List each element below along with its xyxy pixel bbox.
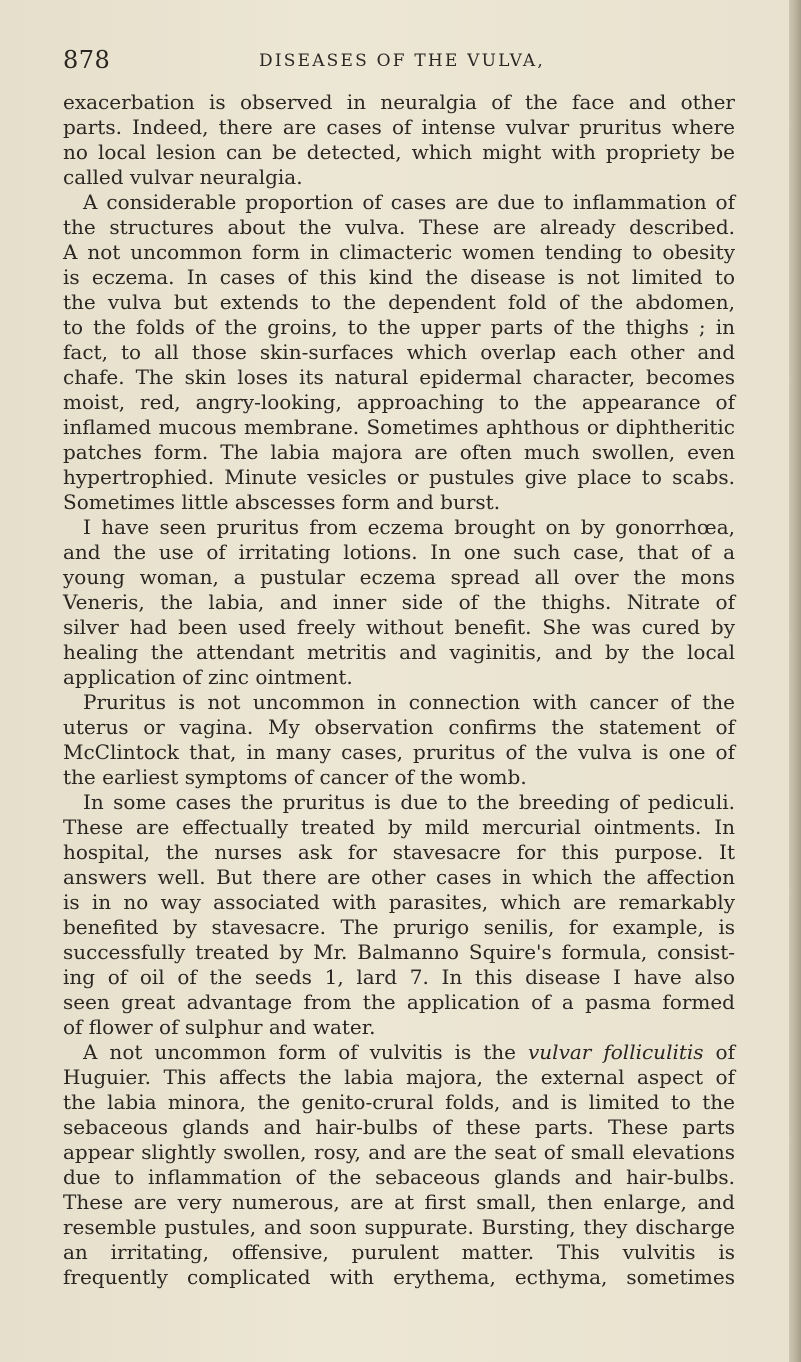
body-text [63, 90, 735, 1290]
text-line: A considerable proportion of cases are due to inflammation of [83, 190, 735, 214]
text-line: successfully treated by Mr. Balmanno Squire's formula, consist- [63, 940, 735, 964]
text-line: ing of oil of the seeds 1, lard 7. In this disease I have also [63, 965, 735, 989]
text-line: called vulvar neuralgia. [63, 165, 303, 189]
italic-term: vulvar folliculitis [528, 1040, 704, 1064]
text-line: the vulva but extends to the dependent fold of the abdomen, [63, 290, 735, 314]
text-line: hypertrophied. Minute vesicles or pustules give place to scabs. [63, 465, 735, 489]
page-edge-shadow [789, 0, 801, 1362]
text-line: uterus or vagina. My observation confirms the statement of [63, 715, 735, 739]
text-line: resemble pustules, and soon suppurate. Bursting, they discharge [63, 1215, 735, 1239]
text-line: young woman, a pustular eczema spread all over the mons [63, 565, 735, 589]
text-segment: A not uncommon form of vulvitis is the [83, 1040, 528, 1064]
text-line: inflamed mucous membrane. Sometimes aphthous or diphtheritic [63, 415, 735, 439]
text-segment: of [703, 1040, 735, 1064]
text-line: and the use of irritating lotions. In one such case, that of a [63, 540, 735, 564]
text-line: frequently complicated with erythema, ecthyma, sometimes [63, 1265, 735, 1289]
text-line: These are very numerous, are at first small, then enlarge, and [63, 1190, 735, 1214]
text-line: sebaceous glands and hair-bulbs of these parts. These parts [63, 1115, 735, 1139]
text-line: healing the attendant metritis and vaginitis, and by the local [63, 640, 735, 664]
text-line: These are effectually treated by mild mercurial ointments. In [63, 815, 735, 839]
text-line: of flower of sulphur and water. [63, 1015, 376, 1039]
text-line: chafe. The skin loses its natural epidermal character, becomes [63, 365, 735, 389]
text-line: appear slightly swollen, rosy, and are the seat of small elevations [63, 1140, 735, 1164]
text-line: no local lesion can be detected, which might with propriety be [63, 140, 735, 164]
text-line: McClintock that, in many cases, pruritus of the vulva is one of [63, 740, 735, 764]
text-line [63, 1040, 735, 1065]
text-line: In some cases the pruritus is due to the breeding of pediculi. [83, 790, 735, 814]
text-line: exacerbation is observed in neuralgia of the face and other [63, 90, 735, 114]
text-line: hospital, the nurses ask for stavesacre for this purpose. It [63, 840, 735, 864]
text-line: Pruritus is not uncommon in connection with cancer of the [83, 690, 735, 714]
text-line: Sometimes little abscesses form and burst. [63, 490, 501, 514]
text-line: silver had been used freely without benefit. She was cured by [63, 615, 735, 639]
text-line: moist, red, angry-looking, approaching to the appearance of [63, 390, 735, 414]
text-line: an irritating, offensive, purulent matter. This vulvitis is [63, 1240, 735, 1264]
text-line: is in no way associated with parasites, which are remarkably [63, 890, 735, 914]
page-header [63, 46, 723, 80]
text-line: the labia minora, the genito-crural folds, and is limited to the [63, 1090, 735, 1114]
text-line: patches form. The labia majora are often much swollen, even [63, 440, 735, 464]
text-line: answers well. But there are other cases in which the affection [63, 865, 735, 889]
text-line: the structures about the vulva. These are already described. [63, 215, 735, 239]
text-line: seen great advantage from the application of a pasma formed [63, 990, 735, 1014]
text-line: the earliest symptoms of cancer of the womb. [63, 765, 527, 789]
text-line: I have seen pruritus from eczema brought on by gonorrhœa, [83, 515, 735, 539]
running-title: DISEASES OF THE VULVA, [259, 51, 545, 71]
text-line: application of zinc ointment. [63, 665, 353, 689]
text-line: due to inflammation of the sebaceous glands and hair-bulbs. [63, 1165, 735, 1189]
text-line: Veneris, the labia, and inner side of the thighs. Nitrate of [63, 590, 735, 614]
text-line: to the folds of the groins, to the upper parts of the thighs ; in [63, 315, 735, 339]
text-line: Huguier. This affects the labia majora, the external aspect of [63, 1065, 735, 1089]
text-line: A not uncommon form in climacteric women tending to obesity [63, 240, 735, 264]
text-line: fact, to all those skin-surfaces which overlap each other and [63, 340, 735, 364]
text-line: is eczema. In cases of this kind the disease is not limited to [63, 265, 735, 289]
page-number: 878 [63, 46, 111, 74]
text-line: benefited by stavesacre. The prurigo senilis, for example, is [63, 915, 735, 939]
text-line: parts. Indeed, there are cases of intense vulvar pruritus where [63, 115, 735, 139]
